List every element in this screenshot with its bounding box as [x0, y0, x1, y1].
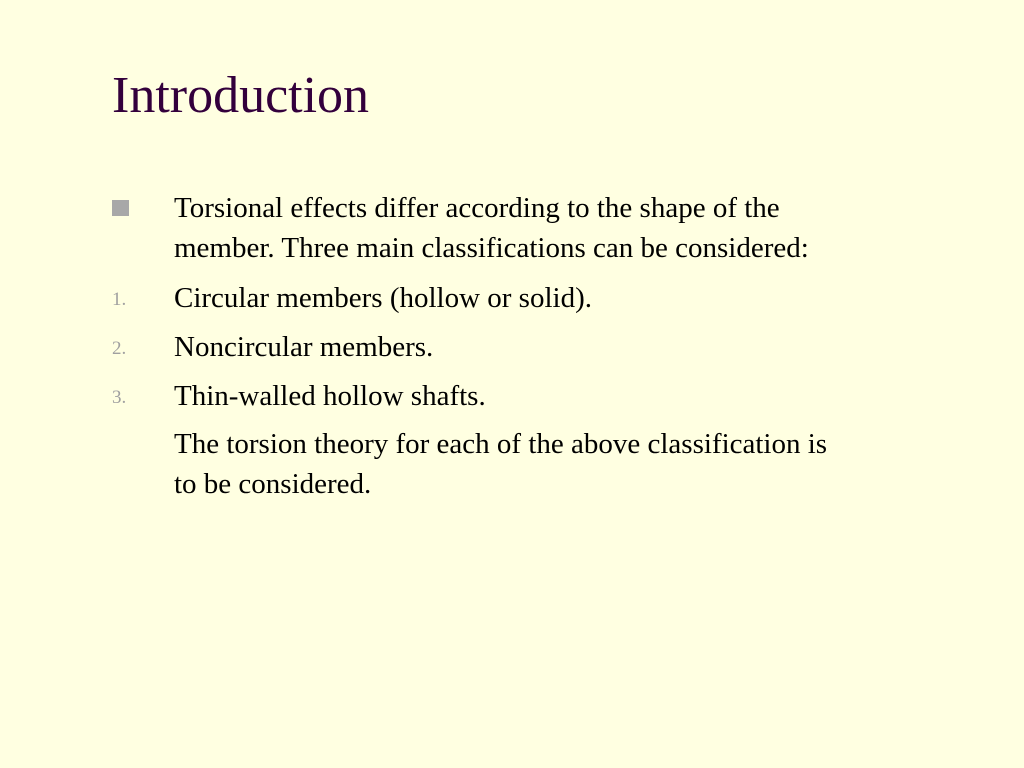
- paragraph-line-1: The torsion theory for each of the above classification is: [174, 428, 828, 460]
- numbered-item-2-text: Noncircular members.: [174, 331, 434, 363]
- paragraph-line-2: to be considered.: [174, 468, 372, 500]
- bullet-text-line-1: Torsional effects differ according to the shape of the: [174, 192, 780, 224]
- list-number-2: 2.: [112, 338, 127, 359]
- bullet-text-line-2: member. Three main classifications can be considered:: [174, 232, 809, 264]
- list-number-3: 3.: [112, 387, 127, 408]
- list-number-1: 1.: [112, 289, 127, 310]
- numbered-item-3-text: Thin-walled hollow shafts.: [174, 380, 486, 412]
- slide-title: Introduction: [112, 67, 370, 124]
- numbered-item-1-text: Circular members (hollow or solid).: [174, 282, 592, 314]
- square-bullet-icon: [112, 200, 129, 216]
